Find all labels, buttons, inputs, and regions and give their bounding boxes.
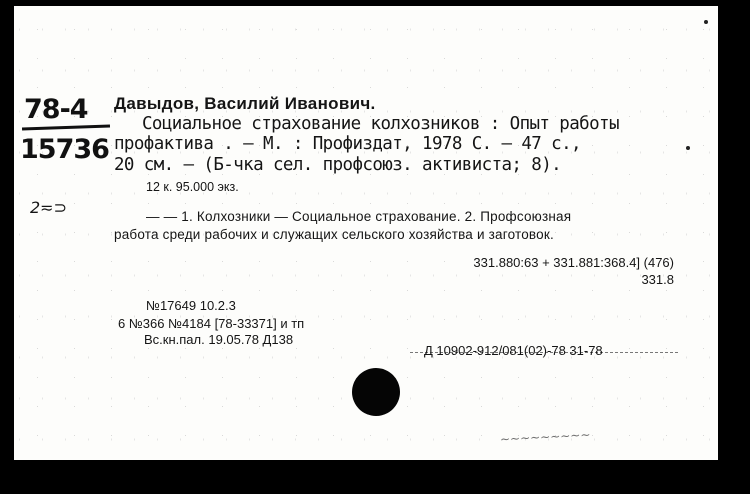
udc-classification-secondary: 331.8 xyxy=(641,272,674,287)
registration-line-3: Вс.кн.пал. 19.05.78 Д138 xyxy=(144,332,294,347)
index-code: Д 10902-912/081(02)-78 31-78 xyxy=(424,343,603,358)
registration-line-2: 6 №366 №4184 [78-33371] и тп xyxy=(118,316,305,331)
subjects-line-1: — — 1. Колхозники — Социальное страхование. 2. Профсоюзная xyxy=(146,209,572,224)
author-heading: Давыдов, Василий Иванович. xyxy=(114,94,376,113)
call-number-bottom: 15736 xyxy=(20,134,109,165)
edition-info: 12 к. 95.000 экз. xyxy=(146,180,239,194)
title-line-2: профактива . — М. : Профиздат, 1978 С. — 47 с., xyxy=(114,134,581,154)
catalog-card xyxy=(14,6,718,460)
title-line-3: 20 см. — (Б-чка сел. профсоюз. активиста; 8). xyxy=(114,155,562,175)
faint-signature: ~~~~~~~~~ xyxy=(499,427,591,447)
title-line-1: Социальное страхование колхозников : Опыт работы xyxy=(142,114,619,134)
registration-line-1: №17649 10.2.3 xyxy=(146,298,236,313)
speck-mark xyxy=(704,20,708,24)
udc-classification: 331.880:63 + 331.881:368.4] (476) xyxy=(473,255,674,270)
hole-punch xyxy=(352,368,400,416)
handwritten-mark: 2≂⊃ xyxy=(30,198,67,217)
speck-mark xyxy=(686,146,690,150)
call-number-top: 78-4 xyxy=(24,94,88,125)
subjects-line-2: работа среди рабочих и служащих сельского хозяйства и заготовок. xyxy=(114,227,554,242)
